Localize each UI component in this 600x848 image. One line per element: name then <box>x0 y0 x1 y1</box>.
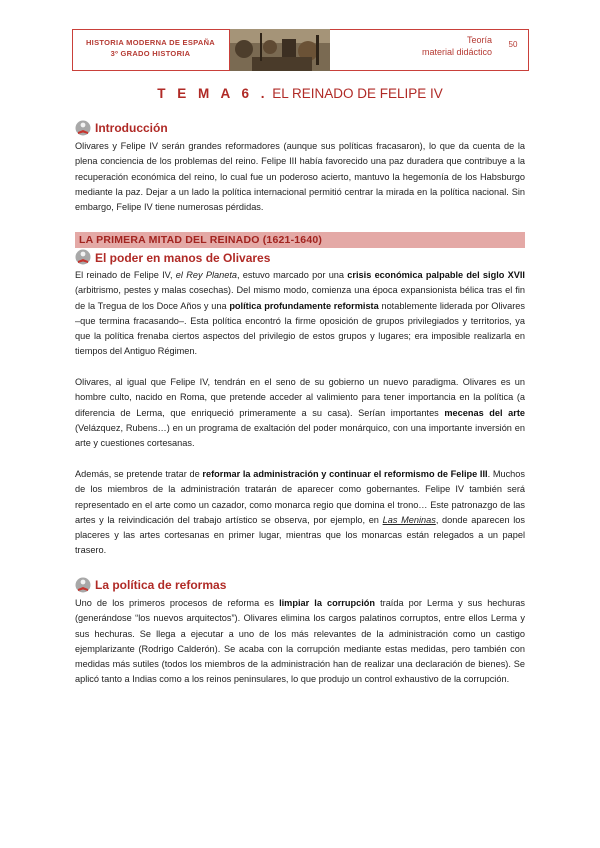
text-emphasis: el Rey Planeta <box>175 270 237 280</box>
header-course-title: HISTORIA MODERNA DE ESPAÑA <box>85 38 216 47</box>
intro-paragraph: Olivares y Felipe IV serán grandes reformadores (aunque sus políticas fracasaron), lo que da cuenta de la plena conciencia de los problemas del reino. Felipe III había favorecido una paz duradera que contribuye a la recuperación económica del reino, lo cual fue un poderoso acierto, mantuvo la hegemonía de los Habsburgo mediante la paz. Dejar a un lado la política internacional permitió centrar la mirada en la política nacional. Sin embargo, Felipe IV tiene numerosas pérdidas. <box>75 141 525 213</box>
text-run: , estuvo marcado por una <box>236 270 348 280</box>
text-run: Uno de los primeros procesos de reforma es <box>75 598 280 608</box>
poder-paragraph-2 <box>75 375 525 451</box>
text-run: El reinado de Felipe IV, <box>75 270 176 280</box>
text-strong: limpiar la corrupción <box>279 598 375 608</box>
header-painting <box>230 29 330 71</box>
text-strong: política profundamente reformista <box>229 300 379 311</box>
text-run: . Muchos de los miembros de la administración tratarán de aparecer como gobernantes. Felipe IV también será representado en el arte como un cazador, como monarca regio que domina el trono… Este patronazgo de las artes y la reivindicación del trabajo artístico se observa, por ejemplo, en <box>75 469 525 525</box>
text-run: notablemente liderada por Olivares –que termina fracasando–. Esta política encontró la firme oposición de grupos privilegiados y territorios, ya que la política frenaba ciertos aspectos del privilegio de estos grupos y lugares; era imposible realizarla en tiempos del Antiguo Régimen. <box>75 300 525 357</box>
section-bar-title: LA PRIMERA MITAD DEL REINADO (1621-1640) <box>79 234 323 246</box>
text-strong: mecenas del arte <box>444 407 525 418</box>
title-name: EL REINADO DE FELIPE IV <box>272 86 443 101</box>
header-course-grade: 3º GRADO HISTORIA <box>110 49 191 58</box>
poder-heading: El poder en manos de Olivares <box>95 251 271 265</box>
title-tema: T E M A 6 . <box>157 86 269 101</box>
reformas-paragraph <box>75 596 525 688</box>
text-run: (arbitrismo, pestes y malas cosechas). Del mismo modo, comienza una época expansionista bélica tras el fin de la Tregua de los Doce Años y una <box>75 285 525 311</box>
section-bar <box>75 232 525 248</box>
text-run: traída por Lerma y sus hechuras (generándose “los nuevos arquitectos”). Olivares elimina los cargos palatinos corruptos, entre ellos Lerma y sus hechuras. Se llega a ejecutar a uno de los más relevantes de la administración como un castigo ejemplarizante (Rodrigo Calderón). Se acaba con la corrupción mediante estas medidas, pero también con medidas más sutiles (todos los miembros de la administración han de realizar una declaración de bienes). Se aplicó tanto a Indias como a los reinos peninsulares, lo que produjo un control exhaustivo de la corrupción. <box>75 598 525 685</box>
page-number: 50 <box>508 40 518 49</box>
header-course <box>72 29 230 71</box>
book-icon <box>75 249 91 265</box>
header-material-type: Teoría <box>466 35 492 45</box>
poder-paragraph-1 <box>75 268 525 360</box>
intro-heading: Introducción <box>95 121 168 135</box>
book-icon <box>75 577 91 593</box>
header-material-desc: material didáctico <box>421 47 492 57</box>
poder-paragraph-3 <box>75 467 525 559</box>
text-run: Además, se pretende tratar de <box>75 469 203 479</box>
text-strong: reformar la administración y continuar el reformismo de Felipe III <box>202 469 488 479</box>
text-run: Olivares, al igual que Felipe IV, tendrán en el seno de su gobierno un nuevo paradigma. Olivares es un hombre culto, nacido en Roma, que pretende acceder al valimiento para tener importancia en la política (a diferencia de Lerma, que enriqueció primeramente a su casa). Serían importantes <box>75 377 525 418</box>
header-material <box>350 34 492 58</box>
las-meninas-link: Las Meninas <box>382 514 436 525</box>
page-title <box>0 86 600 101</box>
text-run: (Velázquez, Rubens…) en un programa de exaltación del poder monárquico, con una importante inversión en arte y cuestiones cortesanas. <box>75 422 525 449</box>
reformas-heading: La política de reformas <box>95 578 227 592</box>
text-strong: crisis económica palpable del siglo XVII <box>347 270 525 280</box>
text-run: , donde aparecen los placeres y las artes cortesanas en primer lugar, mientras que los monarcas están relegados a un papel trasero. <box>75 514 525 556</box>
book-icon <box>75 120 91 136</box>
